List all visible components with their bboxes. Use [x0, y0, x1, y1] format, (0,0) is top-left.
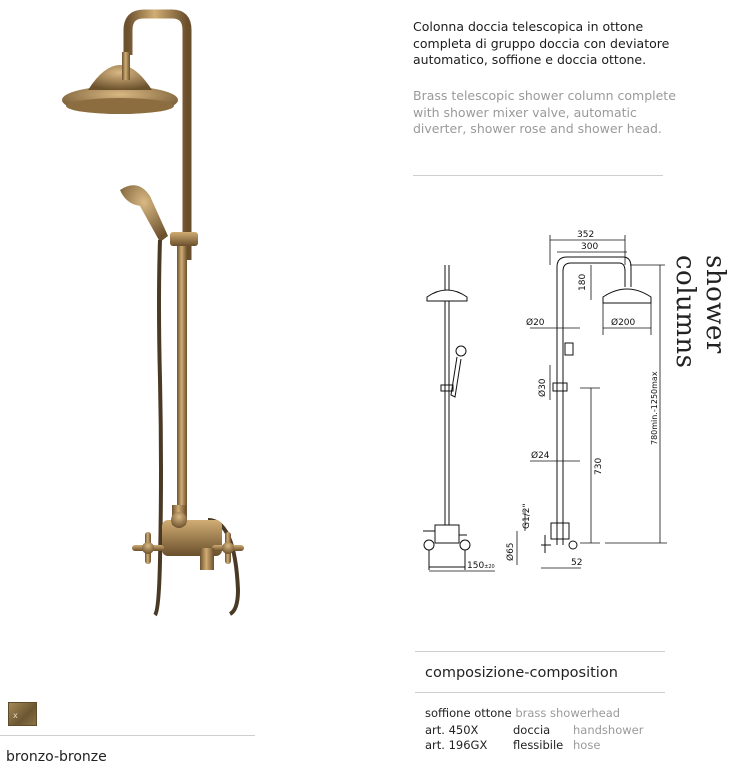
dim-g12: G1/2" [522, 503, 532, 529]
composition-english: brass showerhead [515, 706, 621, 720]
composition-label: soffione ottone [425, 706, 512, 720]
dim-d20: Ø20 [526, 318, 545, 328]
dim-150 [467, 561, 495, 571]
dim-d65: Ø65 [506, 542, 516, 561]
composition-item: doccia [513, 723, 551, 737]
dim-150-value: 150 [467, 561, 485, 571]
product-photo [60, 0, 310, 640]
composition-row-showerhead [425, 706, 620, 720]
dim-180: 180 [578, 273, 588, 291]
side-title: shower columns [670, 255, 730, 369]
composition-row-handshower [425, 723, 665, 737]
technical-drawing [405, 225, 690, 585]
dim-d30: Ø30 [538, 378, 548, 397]
description-italian: Colonna doccia telescopica in ottone completa di gruppo doccia con deviatore automatico, soffione e doccia ottone. [413, 19, 670, 67]
dim-300: 300 [581, 242, 599, 252]
dim-780: 780min.-1250max [650, 371, 659, 445]
top-divider [413, 175, 663, 176]
dim-d24: Ø24 [531, 451, 550, 461]
dim-52: 52 [571, 558, 583, 568]
composition-code: art. 196GX [425, 738, 488, 752]
composition-divider-bottom [415, 692, 665, 693]
finish-name: bronzo-bronze [6, 749, 107, 765]
composition-divider-top [415, 651, 665, 652]
finish-swatch-label: x [13, 711, 18, 720]
dim-150-tolerance: ±20 [484, 564, 495, 570]
composition-title: composizione-composition [425, 665, 618, 681]
composition-english: hose [573, 738, 601, 752]
composition-english: handshower [573, 723, 644, 737]
finish-swatch [8, 702, 37, 726]
composition-row-hose [425, 738, 665, 752]
dim-352: 352 [577, 230, 595, 240]
finish-divider [0, 735, 255, 736]
dim-d200: Ø200 [611, 318, 636, 328]
description-english: Brass telescopic shower column complete with shower mixer valve, automatic diverter, shower rose and shower head. [413, 88, 676, 136]
dim-730: 730 [594, 457, 604, 475]
composition-item: flessibile [513, 738, 564, 752]
composition-code: art. 450X [425, 723, 479, 737]
